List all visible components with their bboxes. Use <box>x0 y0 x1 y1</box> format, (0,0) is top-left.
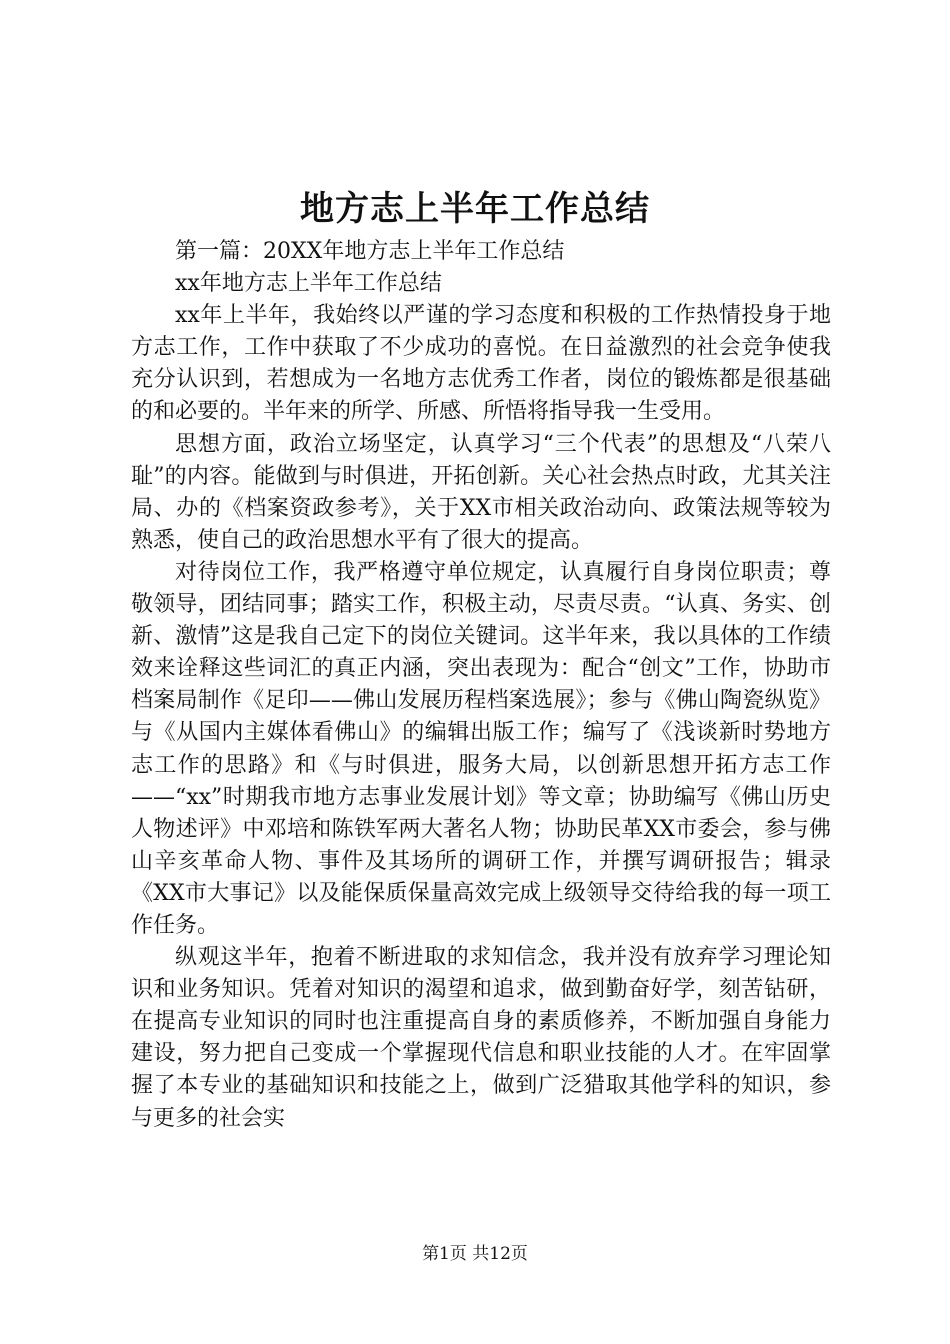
paragraph-ideology: 思想方面，政治立场坚定，认真学习“三个代表”的思想及“八荣八耻”的内容。能做到与时俱进，开拓创新。关心社会热点时政，尤其关注局、办的《档案资政参考》，关于XX市相关政治动向、政策法规等较为熟悉，使自己的政治思想水平有了很大的提高。 <box>131 431 831 553</box>
document-body <box>131 236 831 1135</box>
paragraph-intro: xx年上半年，我始终以严谨的学习态度和积极的工作热情投身于地方志工作，工作中获取了不少成功的喜悦。在日益激烈的社会竞争使我充分认识到，若想成为一名地方志优秀工作者，岗位的锻炼都是很基础的和必要的。半年来的所学、所感、所悟将指导我一生受用。 <box>131 303 831 425</box>
paragraph-subtitle: xx年地方志上半年工作总结 <box>175 271 442 297</box>
page-footer: 第1页 共12页 <box>422 1244 528 1264</box>
paragraph-work: 对待岗位工作，我严格遵守单位规定，认真履行自身岗位职责；尊敬领导，团结同事；踏实工作，积极主动，尽责尽责。“认真、务实、创新、激情”这是我自己定下的岗位关键词。这半年来，我以具体的工作绩效来诠释这些词汇的真正内涵，突出表现为：配合“创文”工作，协助市档案局制作《足印——佛山发展历程档案选展》；参与《佛山陶瓷纵览》与《从国内主媒体看佛山》的编辑出版工作；编写了《浅谈新时势地方志工作的思路》和《与时俱进，服务大局，以创新思想开拓方志工作——“xx”时期我市地方志事业发展计划》等文章；协助编写《佛山历史人物述评》中邓培和陈铁军两大著名人物；协助民革XX市委会，参与佛山辛亥革命人物、事件及其场所的调研工作，并撰写调研报告；辑录《XX市大事记》以及能保质保量高效完成上级领导交待给我的每一项工作任务。 <box>131 559 831 938</box>
document-title: 地方志上半年工作总结 <box>300 189 650 229</box>
paragraph-study: 纵观这半年，抱着不断进取的求知信念，我并没有放弃学习理论知识和业务知识。凭着对知识的渴望和追求，做到勤奋好学，刻苦钻研，在提高专业知识的同时也注重提高自身的素质修养，不断加强自身能力建设，努力把自己变成一个掌握现代信息和职业技能的人才。在牢固掌握了本专业的基础知识和技能之上，做到广泛猎取其他学科的知识，参与更多的社会实 <box>131 945 831 1131</box>
paragraph-part-heading: 第一篇：20XX年地方志上半年工作总结 <box>175 239 565 264</box>
